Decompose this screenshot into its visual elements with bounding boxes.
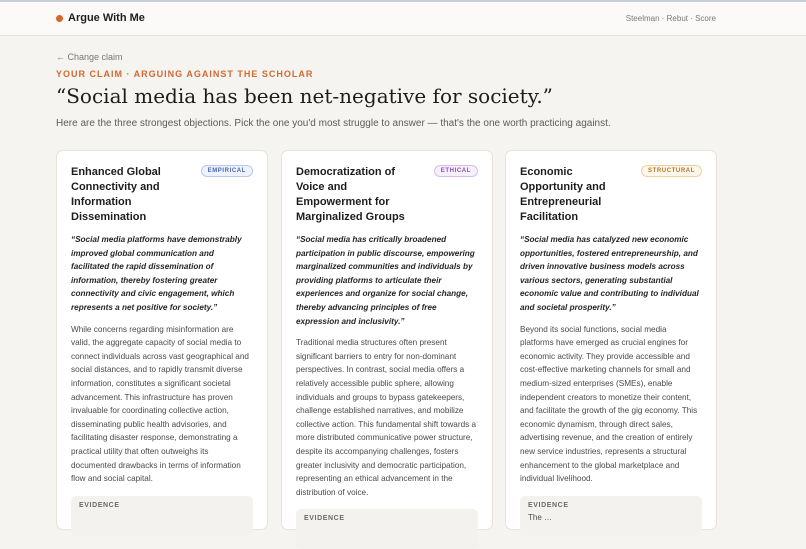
evidence-box	[520, 496, 702, 536]
card-quote: “Social media has catalyzed new economic opportunities, fostered entrepreneurship, and driven innovative business models across various sectors, generating substantial economic value and contributing to individual and societal prosperity.”	[520, 235, 699, 312]
claim-title: “Social media has been net-negative for society.”	[56, 84, 553, 108]
step-indicator: Steelman · Rebut · Score	[625, 14, 716, 23]
card-title: Democratization of Voice and Empowerment for Marginalized Groups	[296, 166, 405, 223]
brand[interactable]	[56, 12, 145, 24]
evidence-label: EVIDENCE	[304, 515, 345, 523]
card-quote: “Social media has critically broadened participation in public discourse, empowering marginalized communities and individuals by providing platforms to articulate their experiences and organize for social change, thereby advancing principles of free expression and inclusivity.”	[296, 235, 475, 326]
objection-card-2[interactable]	[281, 150, 493, 530]
brand-name: Argue With Me	[68, 12, 145, 24]
card-title: Economic Opportunity and Entrepreneurial Facilitation	[520, 166, 606, 223]
card-body: While concerns regarding misinformation are valid, the aggregate capacity of social media to connect individuals across vast geographical and social distances, and to rapidly transmit diverse information, constitutes a significant societal advancement. This infrastructure has proven invaluable for coordinating collective action, disseminating public health advisories, and facilitating disaster response, demonstrating a practical utility that often outweighs its documented drawbacks in terms of information flow and social capital.	[71, 324, 249, 484]
intro-text: Here are the three strongest objections. Pick the one you'd most struggle to answer — that's the one worth practicing against.	[56, 118, 611, 129]
objection-card-3[interactable]	[505, 150, 717, 530]
evidence-label: EVIDENCE	[79, 501, 120, 509]
card-header	[520, 165, 702, 225]
card-header	[71, 165, 253, 225]
category-badge: STRUCTURAL	[641, 165, 702, 177]
category-badge: ETHICAL	[434, 165, 478, 177]
category-badge: EMPIRICAL	[201, 165, 253, 177]
card-body: Beyond its social functions, social media platforms have emerged as crucial engines for economic activity. They provide accessible and cost-effective marketing channels for small and medium-sized enterprises (SMEs), enable independent creators to monetize their content, and facilitate the growth of the gig economy. This economic dynamism, through direct sales, advertising revenue, and the creation of entirely new service industries, represents a structural enhancement to the global marketplace and individual livelihood.	[520, 324, 698, 484]
evidence-box	[71, 496, 253, 536]
evidence-box	[296, 509, 478, 549]
card-header	[296, 165, 478, 225]
claim-kicker: YOUR CLAIM · ARGUING AGAINST THE SCHOLAR	[56, 69, 314, 79]
brand-dot-icon	[56, 15, 63, 22]
app-header	[0, 2, 806, 36]
card-body: Traditional media structures often present significant barriers to entry for non-dominant perspectives. In contrast, social media offers a relatively accessible public sphere, allowing individuals and groups to bypass gatekeepers, challenge established narratives, and mobilize collective action. This fundamental shift towards a more distributed communicative power structure, despite its accompanying challenges, fosters greater inclusivity and democratic participation, representing an ethical advancement in the distribution of voice.	[296, 338, 477, 497]
card-title: Enhanced Global Connectivity and Information Dissemination	[71, 166, 161, 223]
evidence-text: The …	[528, 512, 553, 522]
card-quote: “Social media platforms have demonstrably improved global communication and facilitated the rapid dissemination of information, thereby fostering greater connectivity and civic engagement, which represents a net positive for society.”	[71, 235, 242, 312]
change-claim-link[interactable]: ← Change claim	[56, 52, 123, 62]
objection-card-1[interactable]	[56, 150, 268, 530]
evidence-label: EVIDENCE	[528, 501, 569, 509]
